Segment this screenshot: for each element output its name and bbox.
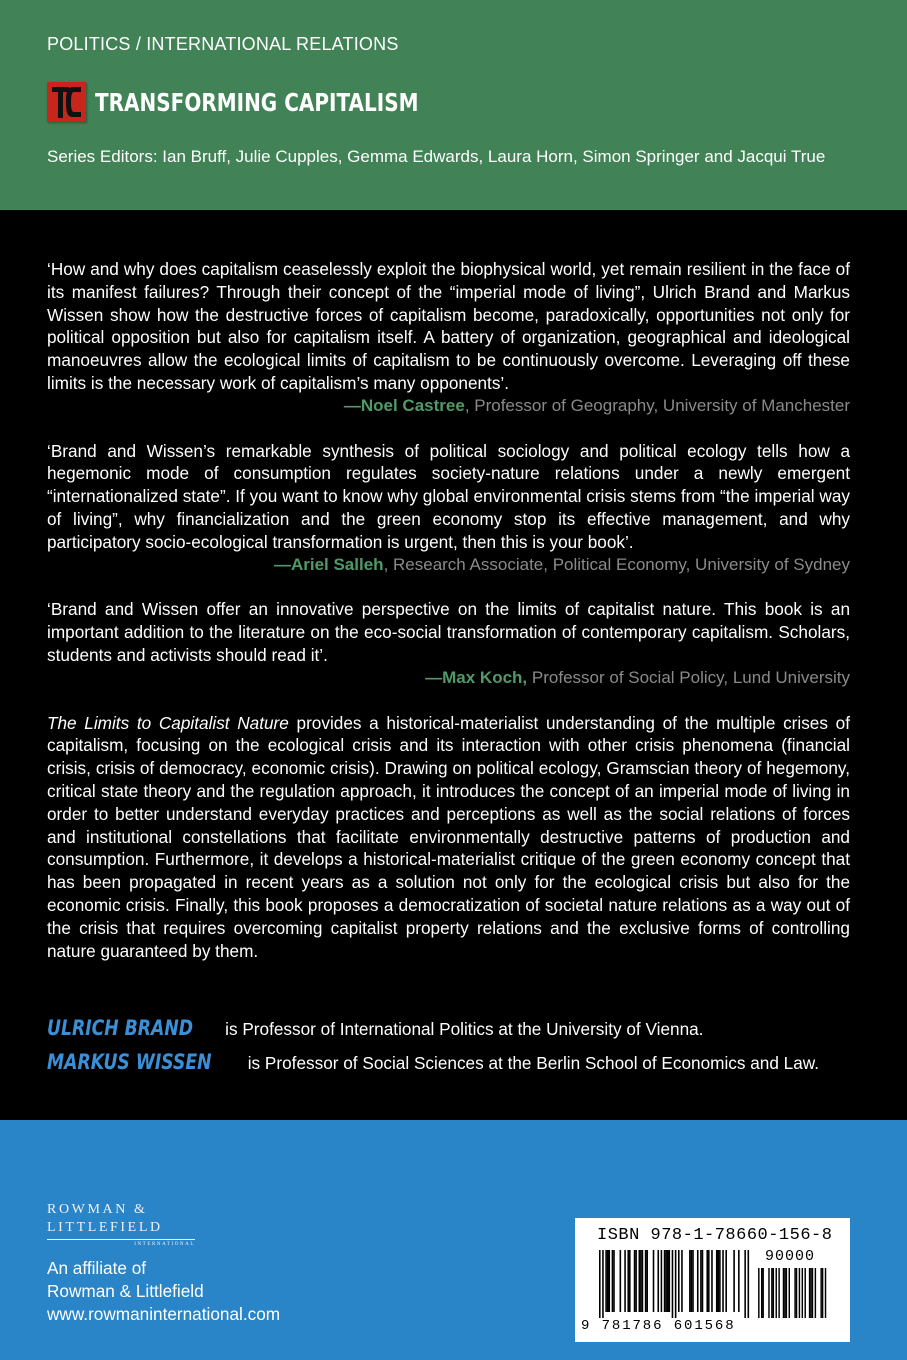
endorsement-quote: ‘How and why does capitalism ceaselessly exploit the biophysical world, yet remain resilient in the face of its manifest failures? Through their concept of the “imperial mode of living”, Ulrich Brand and Markus Wissen show how the destructive forces of capitalism become, paradoxically, opportunities not only for political opposition but also for capitalism itself. A battery of organization, geographical and ideological manoeuvres allow the ecological limits of capitalism to be continuously overcome. Leveraging off these limits is the necessary work of capitalism’s many opponents’. — [47, 259, 850, 393]
barcode-bar — [706, 1250, 708, 1312]
barcode-bar — [697, 1250, 699, 1312]
barcode-bar — [689, 1250, 691, 1312]
affiliate-line: Rowman & Littlefield — [47, 1281, 204, 1301]
series-logo-icon — [47, 82, 86, 122]
publisher-logo-line: INTERNATIONAL — [134, 1242, 195, 1247]
endorsement-attribution — [47, 667, 850, 690]
barcode-bar — [711, 1250, 713, 1312]
category-label: POLITICS / INTERNATIONAL RELATIONS — [47, 34, 399, 54]
endorser-affiliation: , Research Associate, Political Economy, University of Sydney — [383, 554, 850, 574]
book-description — [47, 712, 850, 963]
price-addon-digits: 90000 — [765, 1248, 816, 1265]
publisher-logo-rule — [47, 1239, 195, 1240]
endorsement-attribution — [47, 395, 850, 418]
barcode-bar — [624, 1250, 626, 1312]
endorsement-quote: ‘Brand and Wissen offer an innovative perspective on the limits of capitalist nature. This book is an important addition to the literature on the eco-social transformation of contemporary capitalism. Scholars, students and activists should read it’. — [47, 599, 850, 665]
barcode-bar — [665, 1250, 667, 1312]
barcode-bar — [605, 1250, 607, 1312]
description-paragraph — [47, 712, 850, 963]
endorser-name: —Max Koch, — [425, 667, 528, 687]
barcode-bar — [718, 1250, 720, 1312]
barcode-bar — [744, 1250, 746, 1318]
barcode-bar — [667, 1250, 669, 1312]
series-editors: Series Editors: Ian Bruff, Julie Cupples, Gemma Edwards, Laura Horn, Simon Springer and Jacqui True — [47, 147, 826, 166]
barcode-bar — [725, 1250, 727, 1312]
publisher-affiliation — [47, 1257, 280, 1326]
affiliate-line: An affiliate of — [47, 1258, 147, 1278]
addon-bar — [809, 1268, 810, 1318]
addon-bar — [783, 1268, 784, 1318]
blurb-content — [47, 258, 850, 984]
barcode-bar — [657, 1250, 659, 1312]
publisher-section — [0, 1120, 907, 1360]
addon-bar — [794, 1268, 795, 1318]
barcode-bar — [669, 1250, 671, 1312]
author-name: ULRICH BRAND — [47, 1016, 194, 1040]
addon-bar — [786, 1268, 787, 1318]
addon-bar — [796, 1268, 797, 1318]
series-title: TRANSFORMING CAPITALISM — [95, 87, 419, 117]
addon-bar — [802, 1268, 803, 1318]
barcode-bar — [608, 1250, 610, 1312]
endorser-name: —Ariel Salleh — [273, 554, 384, 574]
publisher-logo-line: ROWMAN & — [47, 1202, 148, 1217]
barcode-bar — [678, 1250, 680, 1312]
author-bio — [47, 1050, 857, 1084]
barcode-bar — [653, 1250, 655, 1312]
barcode-bar — [629, 1250, 631, 1312]
publisher-logo — [47, 1202, 195, 1247]
barcode-bar — [692, 1250, 694, 1312]
author-bios — [47, 1016, 857, 1084]
barcode-bar — [664, 1250, 666, 1312]
description-text: provides a historical-materialist understanding of the multiple crises of capitalism, focusing on the ecological crisis and its interaction with other crisis phenomena (financial crisis, crisis of democracy, economic crisis). Drawing on political ecology, Gramscian theory of hegemony, critical state theory and the regulation approach, it introduces the concept of an imperial mode of living in order to better understand everyday practices and perceptions as well as the social relations of forces and institutional constellations that facilitate environmentally destructive patterns of production and consumption. Furthermore, it develops a historical-materialist critique of the green economy concept that has been propagated in recent years as a solution not only for the ecological crisis but also for the economic crisis. Finally, this book proposes a democratization of societal nature relations as a way out of the crisis that requires overcoming capitalist property relations and the exclusive forms of controlling nature guaranteed by them. — [47, 712, 850, 961]
endorsement-attribution — [47, 554, 850, 577]
endorsement — [47, 598, 850, 689]
endorsement — [47, 258, 850, 418]
endorser-affiliation: Professor of Social Policy, Lund University — [527, 667, 850, 687]
addon-bar — [762, 1268, 763, 1318]
barcode-bar — [675, 1250, 677, 1318]
addon-bar — [820, 1268, 821, 1318]
addon-bar — [812, 1268, 813, 1318]
series-brand — [47, 80, 499, 124]
barcode-digits: 9 781786 601568 — [581, 1318, 736, 1334]
author-bio — [47, 1016, 857, 1050]
addon-bar — [778, 1268, 779, 1318]
barcode-bar — [702, 1250, 704, 1312]
barcode-bar — [620, 1250, 622, 1312]
barcode-bar — [642, 1250, 644, 1312]
barcode-bar — [639, 1250, 641, 1312]
barcode-bar — [733, 1250, 735, 1312]
publisher-website: www.rowmaninternational.com — [47, 1304, 281, 1324]
barcode-bar — [748, 1250, 750, 1318]
barcode-bar — [634, 1250, 636, 1312]
blurb-section — [0, 210, 907, 1120]
barcode-bar — [645, 1250, 647, 1312]
barcode-bar — [640, 1250, 642, 1312]
barcode-bar — [700, 1250, 702, 1312]
addon-bar — [761, 1268, 762, 1318]
addon-bar — [799, 1268, 800, 1318]
barcode-bar — [612, 1250, 614, 1312]
isbn-barcode — [575, 1218, 850, 1342]
addon-bar — [805, 1268, 806, 1318]
barcode-bar — [719, 1250, 721, 1312]
endorsement-quote: ‘Brand and Wissen’s remarkable synthesis of political sociology and political ecology tells how a hegemonic mode of consumption regulates society-nature relations under a newly emergent “internationalized state”. If you want to know why global environmental crisis stems from “the imperial way of living”, why financialization and the green economy stop its effective management, and why participatory socio-ecological transformation is urgent, then this is your book’. — [47, 440, 850, 552]
endorser-affiliation: , Professor of Geography, University of Manchester — [464, 395, 850, 415]
addon-bar — [771, 1268, 772, 1318]
publisher-logo-line: LITTLEFIELD — [47, 1220, 163, 1235]
series-header — [0, 0, 907, 210]
addon-bar — [773, 1268, 774, 1318]
barcode-bar — [681, 1250, 683, 1312]
addon-bar — [822, 1268, 823, 1318]
barcode-bar — [738, 1250, 740, 1312]
barcode-bar — [722, 1250, 724, 1312]
endorser-name: —Noel Castree — [343, 395, 465, 415]
barcode-bar — [635, 1250, 637, 1312]
barcode-bar — [708, 1250, 710, 1312]
barcode-bar — [613, 1250, 615, 1312]
barcode-bar — [672, 1250, 674, 1318]
addon-bar — [784, 1268, 785, 1318]
addon-bar — [789, 1268, 790, 1318]
addon-bar — [758, 1268, 759, 1318]
barcode-bar — [627, 1250, 629, 1312]
author-bio-text: is Professor of International Politics at the University of Vienna. — [225, 1019, 704, 1039]
author-name: MARKUS WISSEN — [47, 1050, 212, 1074]
addon-bar — [815, 1268, 816, 1318]
barcode-bar — [661, 1250, 663, 1312]
barcode-bar — [607, 1250, 609, 1312]
isbn-label: ISBN 978-1-78660-156-8 — [597, 1226, 833, 1245]
addon-bar — [776, 1268, 777, 1318]
endorsement — [47, 440, 850, 577]
addon-bar — [825, 1268, 826, 1318]
addon-bar — [810, 1268, 811, 1318]
barcode-bar — [716, 1250, 718, 1312]
barcode-bar — [646, 1250, 648, 1312]
barcode-bar — [691, 1250, 693, 1312]
barcode-bar — [599, 1250, 601, 1318]
book-title: The Limits to Capitalist Nature — [47, 712, 289, 733]
addon-bar — [768, 1268, 769, 1318]
author-bio-text: is Professor of Social Sciences at the Berlin School of Economics and Law. — [247, 1053, 820, 1073]
barcode-bars — [593, 1250, 843, 1320]
barcode-bar — [602, 1250, 604, 1318]
